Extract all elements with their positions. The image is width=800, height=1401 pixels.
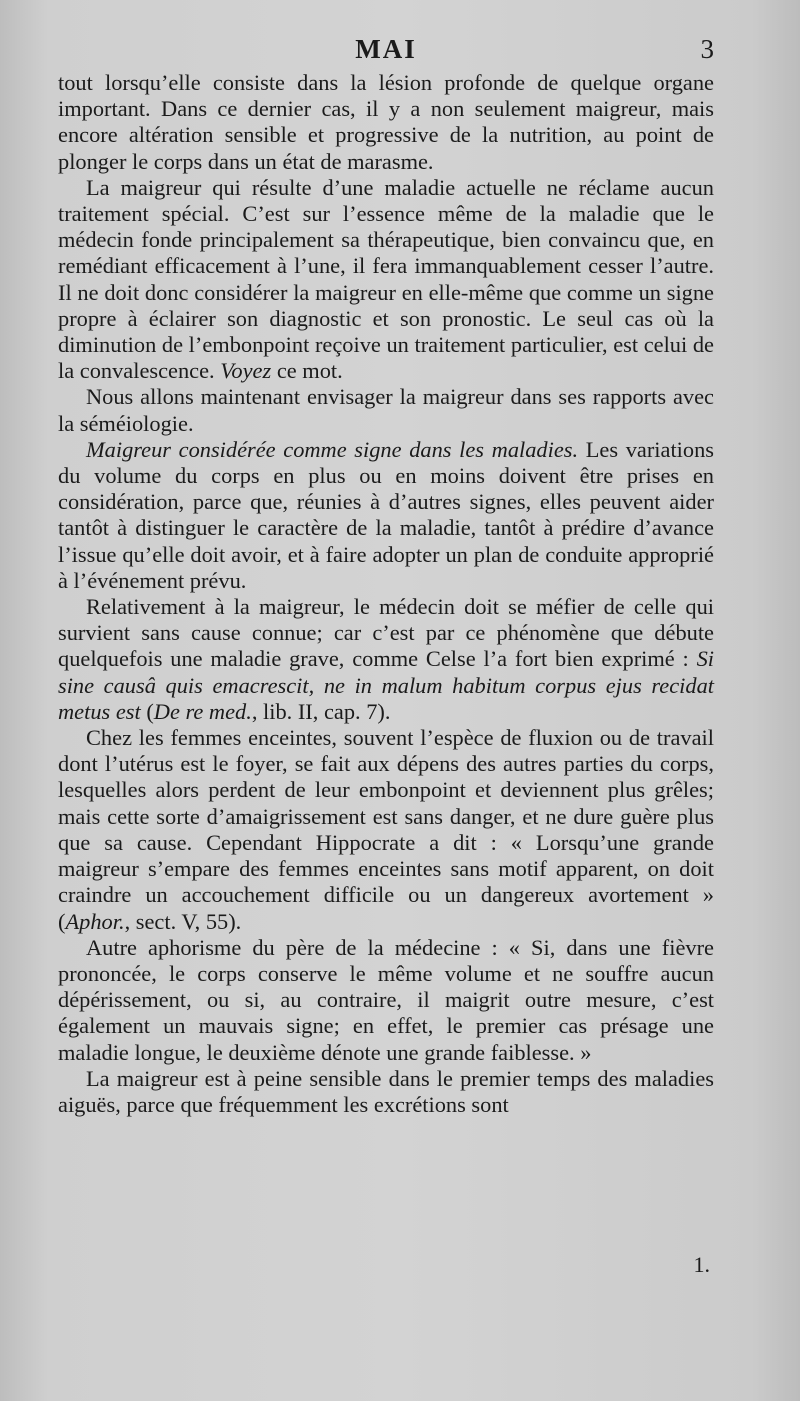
page-number: 3 <box>700 34 714 64</box>
text-run: ( <box>140 698 154 724</box>
paragraph-p1 <box>58 70 714 175</box>
paragraph-p3 <box>58 384 714 436</box>
paragraph-p8 <box>58 1066 714 1118</box>
text-run: ce mot. <box>271 358 343 384</box>
text-run: Nous allons maintenant envisager la maigreur dans ses rapports avec la séméiologie. <box>58 384 714 436</box>
paragraph-p4 <box>58 437 714 594</box>
text-run: Relativement à la maigreur, le médecin doit se méfier de celle qui survient sans cause connue; car c’est par ce phénomène que débute quelquefois une maladie grave, comme Celse l’a fort bien exprimé : <box>58 594 714 672</box>
paragraph-p6 <box>58 725 714 935</box>
paragraph-p2 <box>58 175 714 385</box>
paragraph-p5 <box>58 594 714 725</box>
text-run: La maigreur est à peine sensible dans le premier temps des maladies aiguës, parce que fréquemment les excrétions sont <box>58 1065 714 1117</box>
text-run: , lib. II, cap. 7). <box>251 698 391 724</box>
signature-mark: 1. <box>693 1252 710 1277</box>
page-header <box>58 34 714 70</box>
text-run: Les variations du volume du corps en plus ou en moins doivent être prises en considération, parce que, réunies à d’autres signes, elles peuvent aider tantôt à distinguer le caractère de la maladie, tantôt à prédire d’avance l’issue qu’elle doit avoir, et à faire adopter un plan de conduite approprié à l’événement prévu. <box>58 436 714 593</box>
text-run: Autre aphorisme du père de la médecine : « Si, dans une fièvre prononcée, le corps conserve le même volume et ne souffre aucun dépérissement, ou si, au contraire, il maigrit outre mesure, c’est également un mauvais signe; en effet, le premier cas présage une maladie longue, le deuxième dénote une grande faiblesse. » <box>58 934 714 1065</box>
italic-run: Aphor. <box>65 908 125 934</box>
text-run: , sect. V, 55). <box>124 908 242 934</box>
paragraph-p7 <box>58 935 714 1066</box>
text-run: La maigreur qui résulte d’une maladie actuelle ne réclame aucun traitement spécial. C’est sur l’essence même de la maladie que le médecin fonde principalement sa thérapeutique, bien convaincu que, en remédiant efficacement à l’une, il fera immanquablement cesser l’autre. Il ne doit donc considérer la maigreur en elle-même que comme un signe propre à éclairer son diagnostic et son pronostic. Le seul cas où la diminution de l’embonpoint reçoive un traitement particulier, est celui de la convalescence. <box>58 174 714 384</box>
body-text <box>58 70 714 1118</box>
italic-run: Voyez <box>220 358 272 384</box>
italic-run: De re med. <box>153 698 252 724</box>
text-run: tout lorsqu’elle consiste dans la lésion profonde de quelque organe important. Dans ce dernier cas, il y a non seulement maigreur, mais encore altération sensible et progressive de la nutrition, au point de plonger le corps dans un état de marasme. <box>58 70 714 174</box>
running-title: MAI <box>355 34 417 64</box>
italic-run: Si sine causâ quis emacrescit, ne in malum habitum corpus ejus recidat metus est <box>58 646 714 724</box>
text-run: Chez les femmes enceintes, souvent l’espèce de fluxion ou de travail dont l’utérus est le foyer, se fait aux dépens des autres parties du corps, lesquelles alors perdent de leur embonpoint et deviennent plus grêles; mais cette sorte d’amaigrissement est sans danger, et ne dure guère plus que sa cause. Cependant Hippocrate a dit : « Lorsqu’une grande maigreur s’empare des femmes enceintes sans motif apparent, on doit craindre un accouchement difficile ou un dangereux avortement » ( <box>58 725 714 934</box>
italic-run: Maigreur considérée comme signe dans les maladies. <box>86 436 579 462</box>
